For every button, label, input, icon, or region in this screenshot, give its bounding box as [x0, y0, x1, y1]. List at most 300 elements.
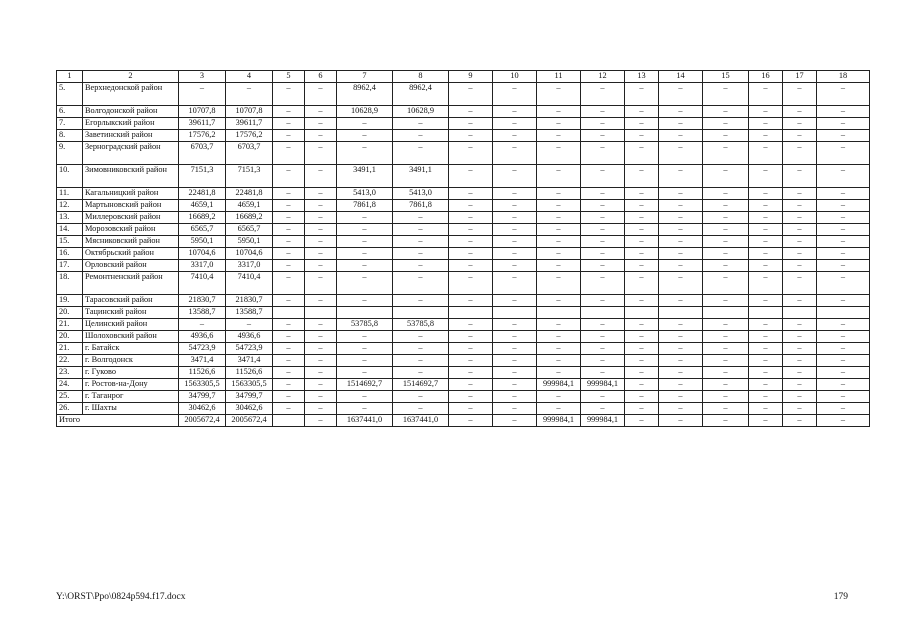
column-number: 4 — [226, 71, 273, 83]
value-cell: – — [703, 212, 749, 224]
value-cell: – — [273, 83, 305, 106]
value-cell: – — [783, 260, 817, 272]
value-cell: – — [703, 319, 749, 331]
value-cell: – — [537, 224, 581, 236]
value-cell: – — [493, 212, 537, 224]
value-cell: – — [337, 391, 393, 403]
value-cell: – — [449, 355, 493, 367]
value-cell: – — [273, 224, 305, 236]
value-cell: 1514692,7 — [337, 379, 393, 391]
value-cell — [493, 307, 537, 319]
value-cell: – — [625, 379, 659, 391]
value-cell: 4659,1 — [179, 200, 226, 212]
table-row — [57, 106, 870, 118]
value-cell: 21830,7 — [179, 295, 226, 307]
row-number: 13. — [57, 212, 83, 224]
row-number: 14. — [57, 224, 83, 236]
value-cell: – — [659, 319, 703, 331]
value-cell: – — [273, 130, 305, 142]
table-row — [57, 391, 870, 403]
value-cell: – — [659, 212, 703, 224]
value-cell: – — [305, 403, 337, 415]
value-cell: 3471,4 — [179, 355, 226, 367]
value-cell: – — [581, 355, 625, 367]
value-cell: – — [537, 260, 581, 272]
value-cell: – — [393, 118, 449, 130]
value-cell: 22481,8 — [179, 188, 226, 200]
value-cell: – — [817, 331, 870, 343]
value-cell: – — [749, 130, 783, 142]
total-value-cell: – — [659, 415, 703, 427]
column-number: 6 — [305, 71, 337, 83]
value-cell: – — [817, 106, 870, 118]
column-number: 18 — [817, 71, 870, 83]
value-cell: – — [659, 188, 703, 200]
value-cell: – — [537, 142, 581, 165]
row-number: 8. — [57, 130, 83, 142]
value-cell: – — [393, 236, 449, 248]
district-name: Зимовниковский район — [83, 165, 179, 188]
value-cell: – — [393, 391, 449, 403]
value-cell: – — [393, 272, 449, 295]
district-name: Мартыновский район — [83, 200, 179, 212]
value-cell: – — [393, 295, 449, 307]
value-cell: – — [817, 236, 870, 248]
total-value-cell: – — [493, 415, 537, 427]
value-cell: – — [449, 165, 493, 188]
value-cell: – — [783, 142, 817, 165]
table-row — [57, 307, 870, 319]
value-cell: – — [749, 379, 783, 391]
district-name: Зерноградский район — [83, 142, 179, 165]
value-cell: – — [703, 248, 749, 260]
value-cell: – — [749, 200, 783, 212]
value-cell: – — [305, 83, 337, 106]
value-cell: – — [305, 355, 337, 367]
value-cell: – — [305, 379, 337, 391]
value-cell: – — [537, 391, 581, 403]
value-cell: – — [659, 403, 703, 415]
value-cell: 53785,8 — [393, 319, 449, 331]
value-cell: – — [537, 212, 581, 224]
table-row — [57, 343, 870, 355]
value-cell: – — [273, 236, 305, 248]
value-cell: – — [783, 106, 817, 118]
district-name: Ремонтненский район — [83, 272, 179, 295]
district-name: Верхнедонской район — [83, 83, 179, 106]
value-cell: – — [749, 212, 783, 224]
value-cell: – — [449, 236, 493, 248]
value-cell: – — [625, 188, 659, 200]
table-row — [57, 367, 870, 379]
total-value-cell: – — [703, 415, 749, 427]
column-number: 9 — [449, 71, 493, 83]
value-cell: – — [625, 106, 659, 118]
value-cell: 22481,8 — [226, 188, 273, 200]
row-number: 21. — [57, 343, 83, 355]
value-cell: – — [273, 260, 305, 272]
value-cell: – — [537, 355, 581, 367]
value-cell: 10707,8 — [179, 106, 226, 118]
value-cell: 11526,6 — [226, 367, 273, 379]
total-value-cell: – — [817, 415, 870, 427]
value-cell: – — [703, 343, 749, 355]
value-cell: – — [493, 188, 537, 200]
data-table-container — [56, 70, 849, 427]
value-cell: – — [273, 295, 305, 307]
value-cell: – — [449, 367, 493, 379]
district-name: г. Гуково — [83, 367, 179, 379]
value-cell: – — [625, 224, 659, 236]
value-cell: – — [493, 367, 537, 379]
value-cell: – — [393, 343, 449, 355]
value-cell: – — [537, 188, 581, 200]
value-cell: 7151,3 — [179, 165, 226, 188]
value-cell: – — [305, 130, 337, 142]
column-number: 8 — [393, 71, 449, 83]
row-number: 5. — [57, 83, 83, 106]
value-cell: – — [305, 248, 337, 260]
district-name: Тацинский район — [83, 307, 179, 319]
value-cell: 13588,7 — [226, 307, 273, 319]
value-cell: 16689,2 — [226, 212, 273, 224]
value-cell: 39611,7 — [226, 118, 273, 130]
value-cell — [749, 307, 783, 319]
value-cell: – — [449, 403, 493, 415]
value-cell: – — [703, 106, 749, 118]
value-cell: – — [273, 188, 305, 200]
value-cell: – — [449, 130, 493, 142]
value-cell: – — [337, 331, 393, 343]
table-row — [57, 295, 870, 307]
value-cell: – — [749, 367, 783, 379]
district-name: Егорлыкский район — [83, 118, 179, 130]
column-number: 15 — [703, 71, 749, 83]
value-cell: – — [817, 165, 870, 188]
value-cell: 7151,3 — [226, 165, 273, 188]
value-cell: – — [337, 355, 393, 367]
value-cell: – — [625, 248, 659, 260]
row-number: 20. — [57, 307, 83, 319]
total-row — [57, 415, 870, 427]
value-cell: – — [393, 355, 449, 367]
value-cell: – — [273, 331, 305, 343]
value-cell: – — [659, 248, 703, 260]
value-cell: – — [703, 272, 749, 295]
value-cell — [449, 307, 493, 319]
row-number: 16. — [57, 248, 83, 260]
value-cell: – — [625, 355, 659, 367]
district-name: г. Шахты — [83, 403, 179, 415]
value-cell: – — [625, 319, 659, 331]
value-cell: 54723,9 — [226, 343, 273, 355]
value-cell: – — [305, 295, 337, 307]
value-cell: – — [493, 165, 537, 188]
value-cell: – — [337, 130, 393, 142]
value-cell — [337, 307, 393, 319]
value-cell: – — [659, 295, 703, 307]
value-cell: – — [581, 295, 625, 307]
value-cell: – — [273, 355, 305, 367]
value-cell: – — [273, 118, 305, 130]
value-cell: – — [749, 403, 783, 415]
value-cell: – — [493, 331, 537, 343]
value-cell: – — [273, 106, 305, 118]
value-cell: 17576,2 — [179, 130, 226, 142]
column-number: 3 — [179, 71, 226, 83]
value-cell: – — [337, 142, 393, 165]
value-cell: – — [749, 295, 783, 307]
table-row — [57, 200, 870, 212]
value-cell: – — [749, 355, 783, 367]
value-cell: 3471,4 — [226, 355, 273, 367]
value-cell: – — [449, 212, 493, 224]
value-cell: – — [783, 248, 817, 260]
value-cell: 6565,7 — [226, 224, 273, 236]
column-number: 13 — [625, 71, 659, 83]
total-value-cell: 1637441,0 — [393, 415, 449, 427]
value-cell: 10704,6 — [179, 248, 226, 260]
row-number: 24. — [57, 379, 83, 391]
district-name: Орловский район — [83, 260, 179, 272]
value-cell: – — [493, 83, 537, 106]
value-cell: – — [703, 403, 749, 415]
value-cell: – — [817, 248, 870, 260]
value-cell: – — [659, 367, 703, 379]
value-cell: 5413,0 — [337, 188, 393, 200]
value-cell: – — [703, 260, 749, 272]
value-cell: 30462,6 — [226, 403, 273, 415]
value-cell: – — [449, 106, 493, 118]
row-number: 19. — [57, 295, 83, 307]
column-number-row — [57, 71, 870, 83]
value-cell: – — [783, 165, 817, 188]
value-cell: 30462,6 — [179, 403, 226, 415]
value-cell: – — [537, 295, 581, 307]
value-cell: – — [817, 212, 870, 224]
value-cell: – — [625, 165, 659, 188]
value-cell: – — [703, 130, 749, 142]
value-cell: – — [817, 200, 870, 212]
value-cell: – — [783, 188, 817, 200]
table-row — [57, 142, 870, 165]
value-cell: – — [449, 331, 493, 343]
value-cell: 7861,8 — [393, 200, 449, 212]
value-cell: 3491,1 — [393, 165, 449, 188]
value-cell: – — [703, 188, 749, 200]
district-name: Мясниковский район — [83, 236, 179, 248]
value-cell: – — [449, 319, 493, 331]
value-cell: – — [581, 403, 625, 415]
value-cell — [537, 307, 581, 319]
table-row — [57, 236, 870, 248]
value-cell: – — [537, 403, 581, 415]
value-cell: – — [749, 118, 783, 130]
value-cell: – — [749, 224, 783, 236]
value-cell: – — [783, 343, 817, 355]
value-cell: – — [659, 272, 703, 295]
value-cell: – — [537, 343, 581, 355]
value-cell: 6703,7 — [226, 142, 273, 165]
value-cell: – — [537, 272, 581, 295]
value-cell: – — [703, 165, 749, 188]
value-cell: 53785,8 — [337, 319, 393, 331]
row-number: 12. — [57, 200, 83, 212]
value-cell: 8962,4 — [393, 83, 449, 106]
value-cell: – — [305, 236, 337, 248]
district-name: Тарасовский район — [83, 295, 179, 307]
value-cell: – — [581, 130, 625, 142]
district-name: Миллеровский район — [83, 212, 179, 224]
value-cell: – — [703, 142, 749, 165]
value-cell: 10707,8 — [226, 106, 273, 118]
value-cell: – — [493, 391, 537, 403]
value-cell: – — [493, 142, 537, 165]
value-cell: – — [337, 260, 393, 272]
total-value-cell: 1637441,0 — [337, 415, 393, 427]
value-cell: – — [493, 319, 537, 331]
value-cell: – — [337, 118, 393, 130]
value-cell: – — [449, 200, 493, 212]
value-cell: – — [493, 224, 537, 236]
value-cell: – — [703, 236, 749, 248]
value-cell: – — [393, 403, 449, 415]
value-cell: 5950,1 — [179, 236, 226, 248]
row-number: 21. — [57, 319, 83, 331]
district-name: Целинский район — [83, 319, 179, 331]
value-cell: – — [625, 142, 659, 165]
value-cell: – — [659, 200, 703, 212]
value-cell: – — [703, 83, 749, 106]
value-cell: – — [449, 83, 493, 106]
value-cell: – — [337, 403, 393, 415]
value-cell: – — [581, 272, 625, 295]
value-cell: – — [305, 319, 337, 331]
row-number: 17. — [57, 260, 83, 272]
value-cell: 34799,7 — [226, 391, 273, 403]
value-cell — [273, 307, 305, 319]
value-cell: – — [537, 319, 581, 331]
value-cell: – — [493, 200, 537, 212]
value-cell: 16689,2 — [179, 212, 226, 224]
value-cell: – — [273, 212, 305, 224]
value-cell: – — [273, 343, 305, 355]
value-cell: – — [659, 379, 703, 391]
district-name: Волгодонской район — [83, 106, 179, 118]
value-cell: – — [625, 295, 659, 307]
value-cell: – — [581, 391, 625, 403]
value-cell: – — [817, 272, 870, 295]
row-number: 25. — [57, 391, 83, 403]
value-cell: – — [493, 260, 537, 272]
total-value-cell: – — [749, 415, 783, 427]
district-name: г. Волгодонск — [83, 355, 179, 367]
value-cell: 1563305,5 — [179, 379, 226, 391]
value-cell: – — [817, 118, 870, 130]
column-number: 10 — [493, 71, 537, 83]
value-cell: 10628,9 — [393, 106, 449, 118]
value-cell: – — [273, 391, 305, 403]
value-cell: – — [305, 142, 337, 165]
value-cell: 3491,1 — [337, 165, 393, 188]
value-cell: – — [703, 331, 749, 343]
value-cell: – — [393, 224, 449, 236]
total-value-cell: 2005672,4 — [179, 415, 226, 427]
value-cell: – — [817, 188, 870, 200]
value-cell: – — [659, 142, 703, 165]
value-cell: – — [393, 248, 449, 260]
value-cell: – — [449, 142, 493, 165]
value-cell: – — [749, 236, 783, 248]
district-name: Шолоховский район — [83, 331, 179, 343]
value-cell: – — [305, 188, 337, 200]
value-cell: – — [449, 295, 493, 307]
value-cell: – — [703, 355, 749, 367]
value-cell: – — [703, 200, 749, 212]
row-number: 20. — [57, 331, 83, 343]
value-cell: – — [749, 165, 783, 188]
value-cell: – — [305, 165, 337, 188]
value-cell: – — [783, 200, 817, 212]
value-cell: – — [449, 188, 493, 200]
row-number: 11. — [57, 188, 83, 200]
district-name: Октябрьский район — [83, 248, 179, 260]
value-cell: – — [703, 118, 749, 130]
value-cell: – — [449, 118, 493, 130]
value-cell — [581, 307, 625, 319]
value-cell: – — [749, 319, 783, 331]
value-cell: – — [817, 391, 870, 403]
value-cell: – — [581, 236, 625, 248]
value-cell: – — [449, 260, 493, 272]
value-cell: – — [749, 188, 783, 200]
value-cell: – — [493, 130, 537, 142]
column-number: 14 — [659, 71, 703, 83]
value-cell: – — [273, 403, 305, 415]
value-cell: – — [273, 319, 305, 331]
value-cell: – — [273, 379, 305, 391]
value-cell: – — [749, 142, 783, 165]
value-cell: – — [581, 118, 625, 130]
value-cell: – — [749, 248, 783, 260]
value-cell: – — [659, 118, 703, 130]
value-cell: – — [305, 331, 337, 343]
value-cell: – — [581, 367, 625, 379]
value-cell: – — [659, 260, 703, 272]
value-cell: – — [783, 224, 817, 236]
value-cell: – — [625, 212, 659, 224]
value-cell: – — [179, 83, 226, 106]
value-cell: – — [817, 142, 870, 165]
value-cell: 4659,1 — [226, 200, 273, 212]
value-cell: – — [625, 118, 659, 130]
total-value-cell: – — [305, 415, 337, 427]
value-cell: – — [273, 272, 305, 295]
value-cell: – — [749, 343, 783, 355]
value-cell: – — [817, 403, 870, 415]
value-cell: – — [537, 106, 581, 118]
value-cell: – — [493, 295, 537, 307]
district-name: г. Ростов-на-Дону — [83, 379, 179, 391]
value-cell: – — [305, 224, 337, 236]
value-cell: 7410,4 — [179, 272, 226, 295]
value-cell: – — [783, 355, 817, 367]
value-cell: – — [817, 319, 870, 331]
table-row — [57, 212, 870, 224]
value-cell: – — [703, 367, 749, 379]
row-number: 10. — [57, 165, 83, 188]
value-cell: – — [783, 295, 817, 307]
